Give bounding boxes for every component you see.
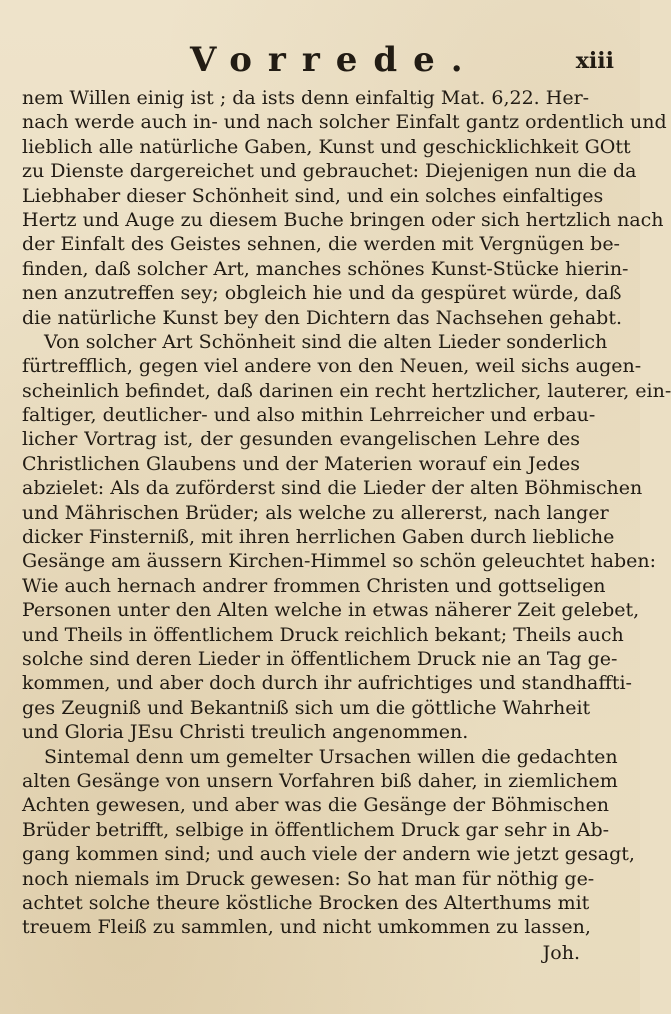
text-line: Sintemal denn um gemelter Ursachen willen die gedachten	[44, 745, 618, 768]
text-line: und Mährischen Brüder; als welche zu allererst, nach langer	[22, 501, 609, 524]
text-line: faltiger, deutlicher- und also mithin Lehrreicher und erbau-	[22, 404, 596, 427]
text-line: Hertz und Auge zu diesem Buche bringen oder sich hertzlich nach	[22, 208, 664, 231]
running-head	[20, 38, 620, 82]
text-line: die natürliche Kunst bey den Dichtern das Nachsehen gehabt.	[22, 306, 622, 329]
text-line: fürtrefflich, gegen viel andere von den Neuen, weil sichs augen-	[22, 355, 642, 378]
page-number: xiii	[575, 48, 614, 74]
text-line: Gesänge am äussern Kirchen-Himmel so schön geleuchtet haben:	[22, 550, 656, 573]
catchword: Joh.	[542, 941, 580, 964]
text-line: zu Dienste dargereichet und gebrauchet: Diejenigen nun die da	[22, 160, 637, 183]
text-line: treuem Fleiß zu sammlen, und nicht umkommen zu lassen,	[22, 916, 591, 939]
text-line: Brüder betrifft, selbige in öffentlichem Druck gar sehr in Ab-	[22, 818, 610, 841]
text-line: Personen unter den Alten welche in etwas näherer Zeit gelebet,	[22, 599, 640, 622]
text-line: Liebhaber dieser Schönheit sind, und ein solches einfaltiges	[22, 184, 604, 207]
text-line: und Gloria JEsu Christi treulich angenommen.	[22, 721, 469, 744]
text-line: solche sind deren Lieder in öffentlichem Druck nie an Tag ge-	[22, 647, 618, 670]
text-line: alten Gesänge von unsern Vorfahren biß daher, in ziemlichem	[22, 769, 618, 792]
text-line: noch niemals im Druck gewesen: So hat man für nöthig ge-	[22, 867, 595, 890]
text-line: lieblich alle natürliche Gaben, Kunst und geschicklichkeit GOtt	[22, 135, 631, 158]
text-line: achtet solche theure köstliche Brocken des Alterthums mit	[22, 891, 590, 914]
text-line: nem Willen einig ist ; da ists denn einfaltig Mat. 6,22. Her-	[22, 87, 590, 109]
text-line: Achten gewesen, und aber was die Gesänge der Böhmischen	[22, 794, 609, 817]
page-title: Vorrede.	[190, 40, 479, 80]
text-line: und Theils in öffentlichem Druck reichlich bekant; Theils auch	[22, 623, 624, 646]
text-line: abzielet: Als da zuförderst sind die Lieder der alten Böhmischen	[22, 477, 643, 500]
text-line: nach werde auch in- und nach solcher Einfalt gantz ordentlich und	[22, 111, 667, 134]
text-line: licher Vortrag ist, der gesunden evangelischen Lehre des	[22, 428, 580, 451]
text-line: gang kommen sind; und auch viele der andern wie jetzt gesagt,	[22, 843, 635, 866]
text-line: Wie auch hernach andrer frommen Christen und gottseligen	[22, 574, 606, 597]
text-line: Christlichen Glaubens und der Materien worauf ein Jedes	[22, 452, 580, 475]
text-line: nen anzutreffen sey; obgleich hie und da gespüret würde, daß	[22, 282, 622, 305]
text-line: finden, daß solcher Art, manches schönes Kunst-Stücke hierin-	[22, 257, 629, 280]
text-line: Von solcher Art Schönheit sind die alten Lieder sonderlich	[44, 330, 608, 353]
body-text	[22, 86, 671, 966]
text-line: der Einfalt des Geistes sehnen, die werden mit Vergnügen be-	[22, 233, 620, 256]
text-line: scheinlich befindet, daß darinen ein recht hertzlicher, lauterer, ein-	[22, 379, 671, 402]
text-line: kommen, und aber doch durch ihr aufrichtiges und standhaffti-	[22, 672, 632, 695]
text-line: dicker Finsterniß, mit ihren herrlichen Gaben durch liebliche	[22, 526, 615, 549]
text-line: ges Zeugniß und Bekantniß sich um die göttliche Wahrheit	[22, 696, 591, 719]
